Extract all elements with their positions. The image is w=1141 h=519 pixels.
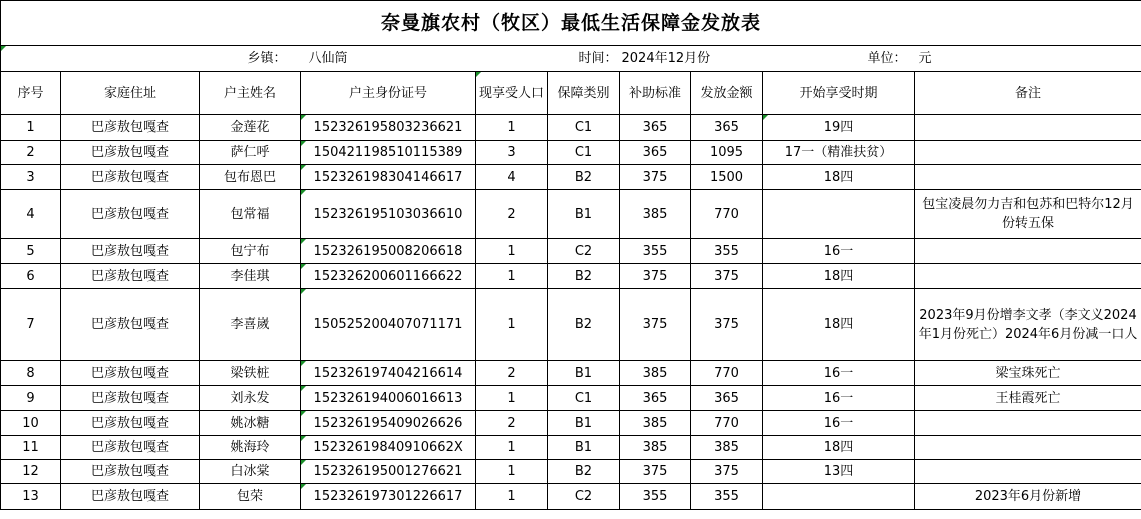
cell-start-period[interactable]: 18四 <box>763 289 915 361</box>
cell-population[interactable]: 1 <box>476 436 548 460</box>
unit-value[interactable]: 元 <box>915 46 1141 72</box>
cell-category[interactable]: C2 <box>548 484 620 510</box>
cell-start-period[interactable]: 17一（精准扶贫） <box>763 141 915 165</box>
cell-start-period[interactable]: 19四 <box>763 115 915 141</box>
cell-amount[interactable]: 375 <box>691 264 763 289</box>
cell-start-period[interactable]: 16一 <box>763 361 915 386</box>
cell-population[interactable]: 2 <box>476 190 548 239</box>
cell-population[interactable]: 3 <box>476 141 548 165</box>
cell-address[interactable]: 巴彦敖包嘎查 <box>61 386 200 411</box>
cell-row-number[interactable]: 5 <box>1 239 61 264</box>
cell-amount[interactable]: 365 <box>691 386 763 411</box>
cell-category[interactable]: B2 <box>548 289 620 361</box>
cell-head-name[interactable]: 姚海玲 <box>200 436 301 460</box>
cell-standard[interactable]: 385 <box>620 411 691 436</box>
cell-standard[interactable]: 355 <box>620 484 691 510</box>
cell-note[interactable]: 2023年9月份增李文孝（李文义2024年1月份死亡）2024年6月份减一口人 <box>915 289 1141 361</box>
header-cell-address[interactable]: 家庭住址 <box>61 72 200 115</box>
cell-population[interactable]: 1 <box>476 289 548 361</box>
cell-id-number[interactable]: 152326195008206618 <box>301 239 476 264</box>
cell-standard[interactable]: 365 <box>620 141 691 165</box>
table-row <box>1 239 1141 264</box>
cell-head-name[interactable]: 包常福 <box>200 190 301 239</box>
cell-address[interactable]: 巴彦敖包嘎查 <box>61 460 200 484</box>
table-row <box>1 386 1141 411</box>
cell-row-number[interactable]: 6 <box>1 264 61 289</box>
cell-start-period[interactable]: 16一 <box>763 386 915 411</box>
table-row <box>1 411 1141 436</box>
town-label[interactable]: 乡镇： <box>61 46 301 72</box>
cell-note[interactable] <box>915 436 1141 460</box>
cell-standard[interactable]: 385 <box>620 361 691 386</box>
cell-address[interactable]: 巴彦敖包嘎查 <box>61 411 200 436</box>
header-cell-name[interactable]: 户主姓名 <box>200 72 301 115</box>
cell-head-name[interactable]: 包布恩巴 <box>200 165 301 190</box>
header-cell-population[interactable]: 现享受人口 <box>476 72 548 115</box>
cell-address[interactable]: 巴彦敖包嘎查 <box>61 264 200 289</box>
cell-category[interactable]: B1 <box>548 190 620 239</box>
cell-start-period[interactable]: 16一 <box>763 239 915 264</box>
header-row <box>1 72 1141 115</box>
cell-address[interactable]: 巴彦敖包嘎查 <box>61 165 200 190</box>
cell-start-period[interactable]: 18四 <box>763 264 915 289</box>
cell-row-number[interactable]: 7 <box>1 289 61 361</box>
meta-row <box>1 46 1141 72</box>
cell-category[interactable]: B1 <box>548 361 620 386</box>
cell-standard[interactable]: 355 <box>620 239 691 264</box>
cell-row-number[interactable]: 3 <box>1 165 61 190</box>
cell-amount[interactable]: 770 <box>691 361 763 386</box>
cell-amount[interactable]: 770 <box>691 190 763 239</box>
table-row <box>1 115 1141 141</box>
cell-head-name[interactable]: 萨仁呼 <box>200 141 301 165</box>
cell-population[interactable]: 1 <box>476 115 548 141</box>
table-title[interactable]: 奈曼旗农村（牧区）最低生活保障金发放表 <box>1 1 1141 46</box>
unit-label[interactable]: 单位： <box>763 46 915 72</box>
cell-population[interactable]: 1 <box>476 264 548 289</box>
cell-population[interactable]: 4 <box>476 165 548 190</box>
cell-address[interactable]: 巴彦敖包嘎查 <box>61 239 200 264</box>
cell-id-number[interactable]: 150421198510115389 <box>301 141 476 165</box>
cell-category[interactable]: C1 <box>548 386 620 411</box>
cell-amount[interactable]: 385 <box>691 436 763 460</box>
cell-note[interactable] <box>915 141 1141 165</box>
cell-category[interactable]: B1 <box>548 436 620 460</box>
cell-amount[interactable]: 1500 <box>691 165 763 190</box>
cell-standard[interactable]: 385 <box>620 190 691 239</box>
cell-address[interactable]: 巴彦敖包嘎查 <box>61 141 200 165</box>
cell-start-period[interactable] <box>763 190 915 239</box>
table-row <box>1 264 1141 289</box>
cell-standard[interactable]: 375 <box>620 460 691 484</box>
cell-head-name[interactable]: 李喜嵗 <box>200 289 301 361</box>
cell-population[interactable]: 2 <box>476 411 548 436</box>
cell-head-name[interactable]: 包宁布 <box>200 239 301 264</box>
cell-id-number[interactable]: 152326194006016613 <box>301 386 476 411</box>
meta-spacer[interactable] <box>1 46 61 72</box>
header-cell-amount[interactable]: 发放金额 <box>691 72 763 115</box>
header-cell-id[interactable]: 户主身份证号 <box>301 72 476 115</box>
cell-id-number[interactable]: 152326195001276621 <box>301 460 476 484</box>
cell-note[interactable] <box>915 460 1141 484</box>
cell-id-number[interactable]: 152326195409026626 <box>301 411 476 436</box>
cell-start-period[interactable]: 13四 <box>763 460 915 484</box>
cell-amount[interactable]: 365 <box>691 115 763 141</box>
cell-head-name[interactable]: 白冰棠 <box>200 460 301 484</box>
cell-note[interactable]: 王桂霞死亡 <box>915 386 1141 411</box>
header-cell-start[interactable]: 开始享受时期 <box>763 72 915 115</box>
table-row <box>1 141 1141 165</box>
cell-category[interactable]: C2 <box>548 239 620 264</box>
cell-note[interactable]: 包宝凌晨勿力吉和包苏和巴特尔12月份转五保 <box>915 190 1141 239</box>
cell-id-number[interactable]: 152326198304146617 <box>301 165 476 190</box>
cell-row-number[interactable]: 11 <box>1 436 61 460</box>
cell-category[interactable]: B2 <box>548 460 620 484</box>
cell-start-period[interactable]: 16一 <box>763 411 915 436</box>
cell-address[interactable]: 巴彦敖包嘎查 <box>61 115 200 141</box>
cell-note[interactable] <box>915 264 1141 289</box>
table-row <box>1 289 1141 361</box>
cell-row-number[interactable]: 13 <box>1 484 61 510</box>
cell-standard[interactable]: 375 <box>620 165 691 190</box>
cell-start-period[interactable]: 18四 <box>763 436 915 460</box>
cell-note[interactable]: 梁宝珠死亡 <box>915 361 1141 386</box>
cell-id-number[interactable]: 15232619840910662X <box>301 436 476 460</box>
cell-note[interactable] <box>915 239 1141 264</box>
table-row <box>1 436 1141 460</box>
cell-id-number[interactable]: 152326197404216614 <box>301 361 476 386</box>
cell-address[interactable]: 巴彦敖包嘎查 <box>61 361 200 386</box>
time-value[interactable]: 2024年12月份 <box>620 46 763 72</box>
cell-population[interactable]: 1 <box>476 239 548 264</box>
cell-category[interactable]: C1 <box>548 141 620 165</box>
cell-address[interactable]: 巴彦敖包嘎查 <box>61 190 200 239</box>
cell-start-period[interactable] <box>763 484 915 510</box>
cell-row-number[interactable]: 1 <box>1 115 61 141</box>
cell-head-name[interactable]: 刘永发 <box>200 386 301 411</box>
cell-row-number[interactable]: 12 <box>1 460 61 484</box>
cell-start-period[interactable]: 18四 <box>763 165 915 190</box>
header-cell-standard[interactable]: 补助标准 <box>620 72 691 115</box>
table-row <box>1 460 1141 484</box>
cell-population[interactable]: 1 <box>476 386 548 411</box>
time-label[interactable]: 时间： <box>548 46 620 72</box>
cell-id-number[interactable]: 152326195103036610 <box>301 190 476 239</box>
cell-address[interactable]: 巴彦敖包嘎查 <box>61 436 200 460</box>
cell-head-name[interactable]: 李佳琪 <box>200 264 301 289</box>
cell-row-number[interactable]: 8 <box>1 361 61 386</box>
cell-head-name[interactable]: 金莲花 <box>200 115 301 141</box>
cell-row-number[interactable]: 10 <box>1 411 61 436</box>
cell-standard[interactable]: 365 <box>620 386 691 411</box>
cell-standard[interactable]: 375 <box>620 289 691 361</box>
cell-amount[interactable]: 1095 <box>691 141 763 165</box>
cell-note[interactable]: 2023年6月份新增 <box>915 484 1141 510</box>
header-cell-no[interactable]: 序号 <box>1 72 61 115</box>
cell-head-name[interactable]: 包荣 <box>200 484 301 510</box>
cell-standard[interactable]: 385 <box>620 436 691 460</box>
cell-id-number[interactable]: 152326195803236621 <box>301 115 476 141</box>
cell-address[interactable]: 巴彦敖包嘎查 <box>61 289 200 361</box>
cell-row-number[interactable]: 9 <box>1 386 61 411</box>
cell-id-number[interactable]: 150525200407071171 <box>301 289 476 361</box>
header-cell-category[interactable]: 保障类别 <box>548 72 620 115</box>
cell-population[interactable]: 1 <box>476 460 548 484</box>
cell-id-number[interactable]: 152326197301226617 <box>301 484 476 510</box>
cell-category[interactable]: B1 <box>548 411 620 436</box>
data-rows <box>1 115 1141 510</box>
cell-standard[interactable]: 375 <box>620 264 691 289</box>
town-value[interactable]: 八仙筒 <box>301 46 548 72</box>
cell-amount[interactable]: 375 <box>691 460 763 484</box>
table-row <box>1 484 1141 510</box>
table-row <box>1 165 1141 190</box>
cell-population[interactable]: 2 <box>476 361 548 386</box>
cell-amount[interactable]: 355 <box>691 484 763 510</box>
cell-category[interactable]: B2 <box>548 165 620 190</box>
cell-head-name[interactable]: 姚冰糖 <box>200 411 301 436</box>
cell-amount[interactable]: 355 <box>691 239 763 264</box>
cell-id-number[interactable]: 152326200601166622 <box>301 264 476 289</box>
cell-category[interactable]: B2 <box>548 264 620 289</box>
cell-population[interactable]: 1 <box>476 484 548 510</box>
cell-standard[interactable]: 365 <box>620 115 691 141</box>
cell-amount[interactable]: 375 <box>691 289 763 361</box>
header-cell-note[interactable]: 备注 <box>915 72 1141 115</box>
cell-row-number[interactable]: 2 <box>1 141 61 165</box>
cell-note[interactable] <box>915 411 1141 436</box>
table-row <box>1 361 1141 386</box>
cell-row-number[interactable]: 4 <box>1 190 61 239</box>
cell-address[interactable]: 巴彦敖包嘎查 <box>61 484 200 510</box>
cell-category[interactable]: C1 <box>548 115 620 141</box>
cell-note[interactable] <box>915 165 1141 190</box>
table-row <box>1 190 1141 239</box>
cell-amount[interactable]: 770 <box>691 411 763 436</box>
cell-note[interactable] <box>915 115 1141 141</box>
cell-head-name[interactable]: 梁铁桩 <box>200 361 301 386</box>
